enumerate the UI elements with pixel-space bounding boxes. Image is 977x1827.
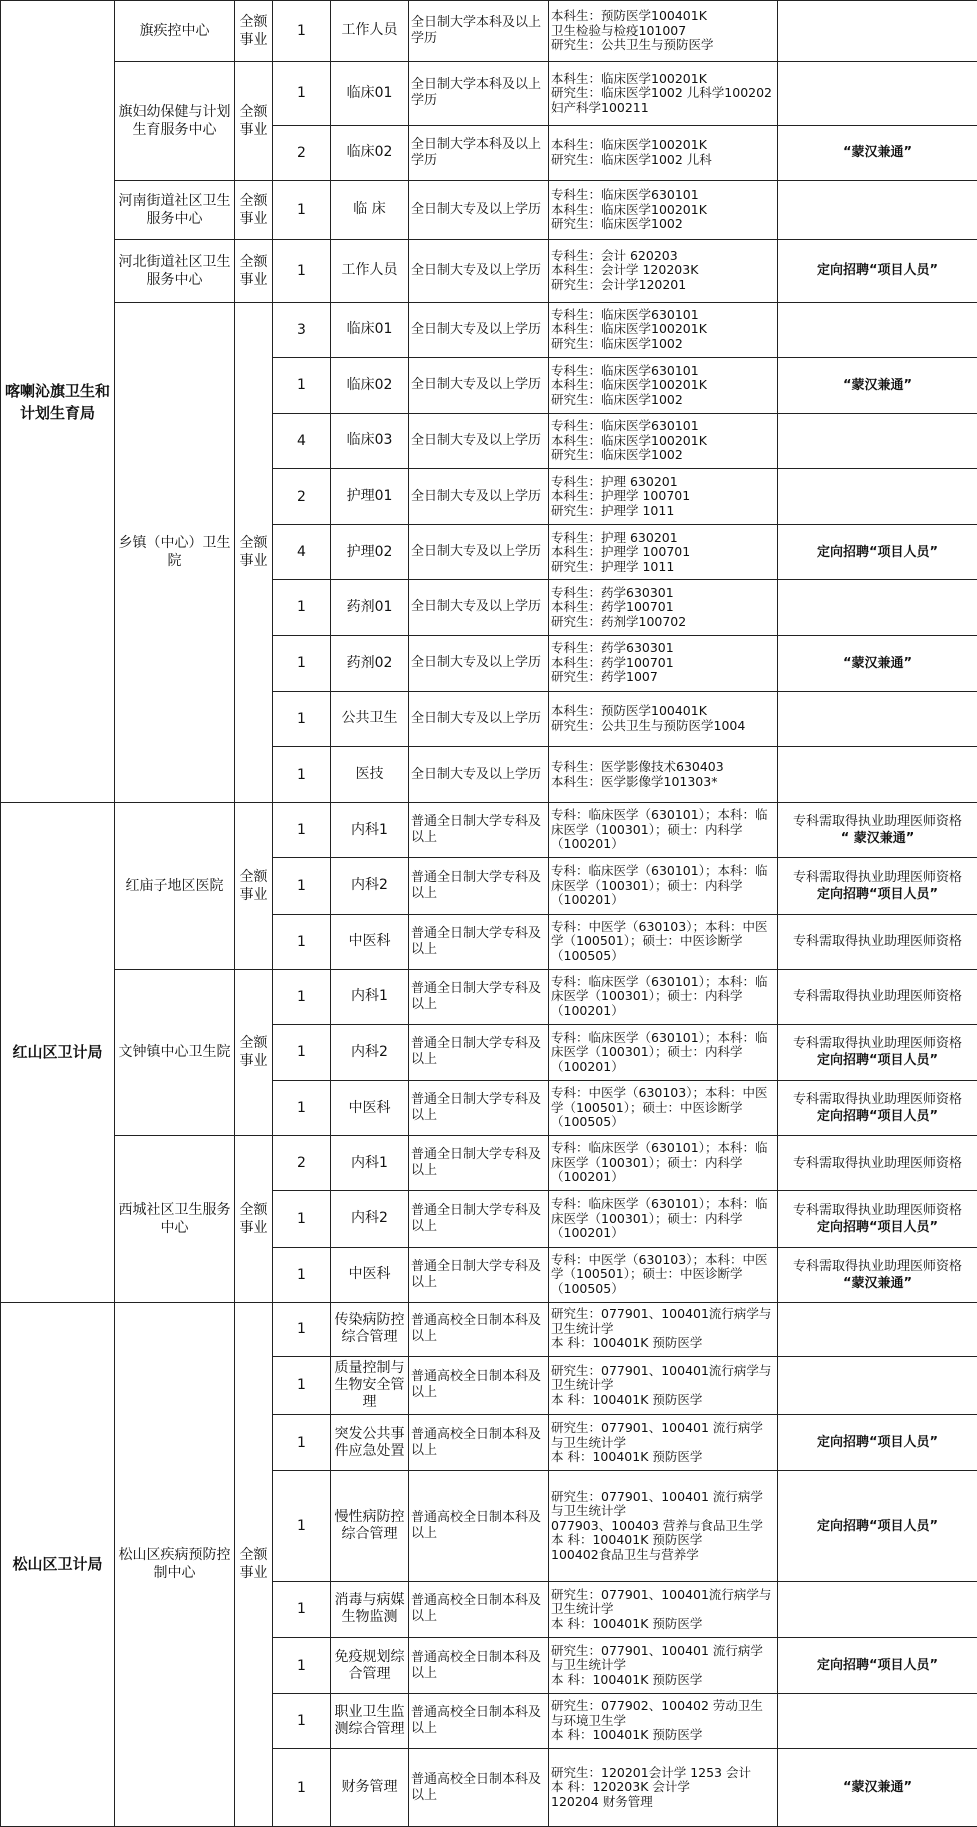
- position-name-cell: 中医科: [331, 914, 409, 969]
- major-cell: 专科：临床医学（630101）；本科：临床医学（100301）；硕士：内科学（100201）: [549, 858, 778, 914]
- major-cell: 研究生：120201会计学 1253 会计 本 科：120203K 会计学 120204 财务管理: [549, 1749, 778, 1827]
- position-count-cell: 1: [273, 969, 331, 1024]
- position-count-cell: 2: [273, 1136, 331, 1191]
- position-name-cell: 职业卫生监测综合管理: [331, 1694, 409, 1749]
- unit-name-cell: 红庙子地区医院: [115, 803, 235, 970]
- education-cell: 全日制大专及以上学历: [409, 525, 549, 580]
- position-count-cell: 1: [273, 1302, 331, 1356]
- position-count-cell: 2: [273, 125, 331, 180]
- education-cell: 普通高校全日制本科及以上: [409, 1581, 549, 1637]
- education-cell: 全日制大专及以上学历: [409, 302, 549, 357]
- unit-nature-cell: 全额事业: [235, 1, 273, 62]
- table-row: [1, 1, 977, 62]
- unit-name-cell: 旗妇幼保健与计划生育服务中心: [115, 61, 235, 180]
- other-requirement-cell: [778, 302, 977, 357]
- education-cell: 普通高校全日制本科及以上: [409, 1302, 549, 1356]
- position-count-cell: 1: [273, 1191, 331, 1247]
- unit-nature-cell: 全额事业: [235, 1136, 273, 1303]
- unit-nature-cell: 全额事业: [235, 969, 273, 1136]
- major-cell: 本科生：预防医学100401K 卫生检验与检疫101007 研究生：公共卫生与预防医学: [549, 1, 778, 62]
- position-name-cell: 内科1: [331, 969, 409, 1024]
- other-requirement-cell: [778, 1581, 977, 1637]
- table-row: [1, 969, 977, 1024]
- education-cell: 全日制大专及以上学历: [409, 357, 549, 413]
- position-name-cell: 护理02: [331, 525, 409, 580]
- unit-nature-cell: 全额事业: [235, 1302, 273, 1826]
- position-name-cell: 内科2: [331, 1191, 409, 1247]
- other-requirement-cell: [778, 1302, 977, 1356]
- education-cell: 普通高校全日制本科及以上: [409, 1415, 549, 1471]
- position-count-cell: 1: [273, 1415, 331, 1471]
- education-cell: 普通全日制大学专科及以上: [409, 914, 549, 969]
- other-requirement-cell: [778, 580, 977, 635]
- position-count-cell: 4: [273, 525, 331, 580]
- position-name-cell: 临床01: [331, 302, 409, 357]
- position-name-cell: 工作人员: [331, 239, 409, 302]
- other-requirement-cell: [778, 181, 977, 240]
- other-requirement-line: “蒙汉兼通”: [842, 1275, 913, 1291]
- education-cell: 普通全日制大学专科及以上: [409, 1191, 549, 1247]
- position-count-cell: 1: [273, 1694, 331, 1749]
- other-requirement-cell: [778, 803, 977, 858]
- unit-name-cell: 乡镇（中心）卫生院: [115, 302, 235, 803]
- major-cell: 专科：临床医学（630101）；本科：临床医学（100301）；硕士：内科学（100201）: [549, 969, 778, 1024]
- education-cell: 普通全日制大学专科及以上: [409, 1247, 549, 1302]
- table-body: [1, 1, 977, 1827]
- position-count-cell: 1: [273, 691, 331, 746]
- education-cell: 普通全日制大学专科及以上: [409, 858, 549, 914]
- department-cell: 松山区卫计局: [1, 1302, 115, 1826]
- other-requirement-line: 定向招聘“项目人员”: [816, 886, 939, 902]
- department-cell: 红山区卫计局: [1, 803, 115, 1303]
- other-requirement-cell: [778, 691, 977, 746]
- other-requirement-line: 定向招聘“项目人员”: [816, 263, 939, 278]
- education-cell: 普通高校全日制本科及以上: [409, 1471, 549, 1581]
- other-requirement-cell: [778, 239, 977, 302]
- position-name-cell: 临床01: [331, 61, 409, 125]
- education-cell: 全日制大学本科及以上学历: [409, 61, 549, 125]
- position-count-cell: 1: [273, 1, 331, 62]
- position-count-cell: 1: [273, 914, 331, 969]
- position-count-cell: 1: [273, 1081, 331, 1136]
- major-cell: 研究生：077901、100401 流行病学与卫生统计学 本 科：100401K 预防医学: [549, 1415, 778, 1471]
- position-name-cell: 中医科: [331, 1081, 409, 1136]
- position-name-cell: 财务管理: [331, 1749, 409, 1827]
- position-name-cell: 内科2: [331, 858, 409, 914]
- position-count-cell: 1: [273, 746, 331, 802]
- major-cell: 本科生：预防医学100401K 研究生：公共卫生与预防医学1004: [549, 691, 778, 746]
- education-cell: 普通全日制大学专科及以上: [409, 969, 549, 1024]
- position-name-cell: 消毒与病媒生物监测: [331, 1581, 409, 1637]
- other-requirement-cell: [778, 969, 977, 1024]
- other-requirement-cell: [778, 858, 977, 914]
- other-requirement-cell: [778, 1024, 977, 1080]
- department-cell: 喀喇沁旗卫生和计划生育局: [1, 1, 115, 803]
- position-name-cell: 内科1: [331, 1136, 409, 1191]
- position-count-cell: 1: [273, 357, 331, 413]
- position-count-cell: 1: [273, 1471, 331, 1581]
- position-name-cell: 中医科: [331, 1247, 409, 1302]
- education-cell: 全日制大专及以上学历: [409, 635, 549, 691]
- other-requirement-cell: [778, 1081, 977, 1136]
- education-cell: 全日制大专及以上学历: [409, 239, 549, 302]
- other-requirement-cell: [778, 746, 977, 802]
- other-requirement-line: “蒙汉兼通”: [842, 377, 913, 393]
- other-requirement-cell: [778, 125, 977, 180]
- position-name-cell: 临床02: [331, 357, 409, 413]
- unit-nature-cell: 全额事业: [235, 302, 273, 803]
- major-cell: 研究生：077901、100401流行病学与卫生统计学 本 科：100401K 预防医学: [549, 1356, 778, 1415]
- other-requirement-line: 专科需取得执业助理医师资格: [792, 1202, 962, 1218]
- position-count-cell: 1: [273, 61, 331, 125]
- unit-name-cell: 文钟镇中心卫生院: [115, 969, 235, 1136]
- other-requirement-line: 定向招聘“项目人员”: [816, 1435, 939, 1451]
- major-cell: 专科：临床医学（630101）；本科：临床医学（100301）；硕士：内科学（100201）: [549, 803, 778, 858]
- other-requirement-line: 专科需取得执业助理医师资格: [792, 989, 962, 1005]
- major-cell: 专科生：临床医学630101 本科生：临床医学100201K 研究生：临床医学1002: [549, 181, 778, 240]
- major-cell: 本科生：临床医学100201K 研究生：临床医学1002 儿科: [549, 125, 778, 180]
- position-name-cell: 临床02: [331, 125, 409, 180]
- other-requirement-cell: [778, 1356, 977, 1415]
- other-requirement-cell: [778, 413, 977, 468]
- major-cell: 研究生：077902、100402 劳动卫生与环境卫生学 本 科：100401K 预防医学: [549, 1694, 778, 1749]
- major-cell: 专科生：临床医学630101 本科生：临床医学100201K 研究生：临床医学1002: [549, 357, 778, 413]
- other-requirement-cell: [778, 1191, 977, 1247]
- unit-nature-cell: 全额事业: [235, 181, 273, 240]
- position-count-cell: 3: [273, 302, 331, 357]
- other-requirement-line: 定向招聘“项目人员”: [816, 1658, 939, 1673]
- table-row: [1, 239, 977, 302]
- other-requirement-line: “蒙汉兼通”: [842, 145, 913, 161]
- education-cell: 全日制大专及以上学历: [409, 746, 549, 802]
- major-cell: 专科：中医学（630103）；本科：中医学（100501）；硕士：中医诊断学（100505）: [549, 1081, 778, 1136]
- position-name-cell: 公共卫生: [331, 691, 409, 746]
- table-row: [1, 61, 977, 125]
- unit-name-cell: 旗疾控中心: [115, 1, 235, 62]
- major-cell: 专科：临床医学（630101）；本科：临床医学（100301）；硕士：内科学（100201）: [549, 1191, 778, 1247]
- education-cell: 普通全日制大学专科及以上: [409, 1024, 549, 1080]
- table-row: [1, 1302, 977, 1356]
- position-name-cell: 质量控制与生物安全管理: [331, 1356, 409, 1415]
- education-cell: 普通全日制大学专科及以上: [409, 803, 549, 858]
- position-count-cell: 1: [273, 181, 331, 240]
- other-requirement-cell: [778, 1, 977, 62]
- other-requirement-cell: [778, 1694, 977, 1749]
- position-count-cell: 1: [273, 1749, 331, 1827]
- position-count-cell: 1: [273, 803, 331, 858]
- unit-nature-cell: 全额事业: [235, 803, 273, 970]
- education-cell: 全日制大专及以上学历: [409, 691, 549, 746]
- education-cell: 普通高校全日制本科及以上: [409, 1637, 549, 1693]
- position-count-cell: 1: [273, 239, 331, 302]
- other-requirement-cell: [778, 1415, 977, 1471]
- position-name-cell: 医技: [331, 746, 409, 802]
- unit-name-cell: 西城社区卫生服务中心: [115, 1136, 235, 1303]
- other-requirement-cell: [778, 1471, 977, 1581]
- position-name-cell: 免疫规划综合管理: [331, 1637, 409, 1693]
- position-name-cell: 临 床: [331, 181, 409, 240]
- education-cell: 全日制大专及以上学历: [409, 413, 549, 468]
- major-cell: 研究生：077901、100401 流行病学与卫生统计学 077903、100403 营养与食品卫生学 本 科：100401K 预防医学 100402食品卫生与营养学: [549, 1471, 778, 1581]
- table-row: [1, 181, 977, 240]
- other-requirement-line: 专科需取得执业助理医师资格: [792, 1092, 962, 1108]
- unit-name-cell: 松山区疾病预防控制中心: [115, 1302, 235, 1826]
- other-requirement-cell: [778, 914, 977, 969]
- position-name-cell: 护理01: [331, 469, 409, 525]
- major-cell: 专科生：护理 630201 本科生：护理学 100701 研究生：护理学 1011: [549, 525, 778, 580]
- other-requirement-cell: [778, 357, 977, 413]
- other-requirement-line: “蒙汉兼通”: [842, 1780, 913, 1796]
- position-count-cell: 1: [273, 858, 331, 914]
- other-requirement-line: 定向招聘“项目人员”: [816, 1053, 939, 1069]
- major-cell: 专科生：药学630301 本科生：药学100701 研究生：药学1007: [549, 635, 778, 691]
- unit-name-cell: 河南街道社区卫生服务中心: [115, 181, 235, 240]
- position-name-cell: 传染病防控综合管理: [331, 1302, 409, 1356]
- other-requirement-cell: [778, 1136, 977, 1191]
- other-requirement-cell: [778, 635, 977, 691]
- major-cell: 专科生：临床医学630101 本科生：临床医学100201K 研究生：临床医学1002: [549, 302, 778, 357]
- position-name-cell: 慢性病防控综合管理: [331, 1471, 409, 1581]
- other-requirement-line: 专科需取得执业助理医师资格: [792, 869, 962, 885]
- major-cell: 专科：中医学（630103）；本科：中医学（100501）；硕士：中医诊断学（100505）: [549, 914, 778, 969]
- other-requirement-cell: [778, 525, 977, 580]
- position-name-cell: 突发公共事件应急处置: [331, 1415, 409, 1471]
- other-requirement-cell: [778, 1247, 977, 1302]
- other-requirement-cell: [778, 1637, 977, 1693]
- major-cell: 专科：临床医学（630101）；本科：临床医学（100301）；硕士：内科学（100201）: [549, 1024, 778, 1080]
- position-count-cell: 1: [273, 1637, 331, 1693]
- position-count-cell: 1: [273, 1581, 331, 1637]
- major-cell: 专科生：护理 630201 本科生：护理学 100701 研究生：护理学 1011: [549, 469, 778, 525]
- position-count-cell: 1: [273, 635, 331, 691]
- table-row: [1, 803, 977, 858]
- table-row: [1, 1136, 977, 1191]
- position-name-cell: 工作人员: [331, 1, 409, 62]
- major-cell: 专科生：药学630301 本科生：药学100701 研究生：药剂学100702: [549, 580, 778, 635]
- major-cell: 专科生：临床医学630101 本科生：临床医学100201K 研究生：临床医学1002: [549, 413, 778, 468]
- position-count-cell: 4: [273, 413, 331, 468]
- education-cell: 普通高校全日制本科及以上: [409, 1694, 549, 1749]
- other-requirement-line: 专科需取得执业助理医师资格: [792, 1155, 962, 1171]
- education-cell: 全日制大专及以上学历: [409, 469, 549, 525]
- position-count-cell: 1: [273, 1024, 331, 1080]
- major-cell: 本科生：临床医学100201K 研究生：临床医学1002 儿科学100202 妇产科学100211: [549, 61, 778, 125]
- unit-name-cell: 河北街道社区卫生服务中心: [115, 239, 235, 302]
- education-cell: 全日制大专及以上学历: [409, 580, 549, 635]
- position-name-cell: 临床03: [331, 413, 409, 468]
- education-cell: 普通高校全日制本科及以上: [409, 1749, 549, 1827]
- education-cell: 全日制大学本科及以上学历: [409, 125, 549, 180]
- other-requirement-line: 定向招聘“项目人员”: [816, 1518, 939, 1534]
- position-count-cell: 1: [273, 1247, 331, 1302]
- unit-nature-cell: 全额事业: [235, 239, 273, 302]
- position-name-cell: 内科1: [331, 803, 409, 858]
- major-cell: 研究生：077901、100401流行病学与卫生统计学 本 科：100401K 预防医学: [549, 1581, 778, 1637]
- education-cell: 全日制大学本科及以上学历: [409, 1, 549, 62]
- other-requirement-line: “蒙汉兼通”: [842, 655, 913, 671]
- major-cell: 专科：临床医学（630101）；本科：临床医学（100301）；硕士：内科学（100201）: [549, 1136, 778, 1191]
- major-cell: 专科：中医学（630103）；本科：中医学（100501）；硕士：中医诊断学（100505）: [549, 1247, 778, 1302]
- education-cell: 普通全日制大学专科及以上: [409, 1081, 549, 1136]
- position-count-cell: 1: [273, 1356, 331, 1415]
- position-count-cell: 1: [273, 580, 331, 635]
- other-requirement-line: 定向招聘“项目人员”: [816, 1219, 939, 1235]
- other-requirement-line: 专科需取得执业助理医师资格: [792, 934, 962, 950]
- other-requirement-cell: [778, 1749, 977, 1827]
- other-requirement-line: 定向招聘“项目人员”: [816, 544, 939, 560]
- table-row: [1, 302, 977, 357]
- major-cell: 研究生：077901、100401流行病学与卫生统计学 本 科：100401K 预防医学: [549, 1302, 778, 1356]
- other-requirement-line: 定向招聘“项目人员”: [816, 1109, 939, 1125]
- major-cell: 研究生：077901、100401 流行病学与卫生统计学 本 科：100401K 预防医学: [549, 1637, 778, 1693]
- other-requirement-line: “ 蒙汉兼通”: [840, 831, 915, 847]
- education-cell: 普通全日制大学专科及以上: [409, 1136, 549, 1191]
- major-cell: 专科生：医学影像技术630403 本科生：医学影像学101303*: [549, 746, 778, 802]
- position-name-cell: 内科2: [331, 1024, 409, 1080]
- other-requirement-line: 专科需取得执业助理医师资格: [792, 1258, 962, 1274]
- other-requirement-line: 专科需取得执业助理医师资格: [792, 814, 962, 830]
- position-count-cell: 2: [273, 469, 331, 525]
- other-requirement-cell: [778, 469, 977, 525]
- position-name-cell: 药剂02: [331, 635, 409, 691]
- major-cell: 专科生：会计 620203 本科生：会计学 120203K 研究生：会计学120201: [549, 239, 778, 302]
- other-requirement-cell: [778, 61, 977, 125]
- position-name-cell: 药剂01: [331, 580, 409, 635]
- other-requirement-line: 专科需取得执业助理医师资格: [792, 1036, 962, 1052]
- unit-nature-cell: 全额事业: [235, 61, 273, 180]
- education-cell: 全日制大专及以上学历: [409, 181, 549, 240]
- education-cell: 普通高校全日制本科及以上: [409, 1356, 549, 1415]
